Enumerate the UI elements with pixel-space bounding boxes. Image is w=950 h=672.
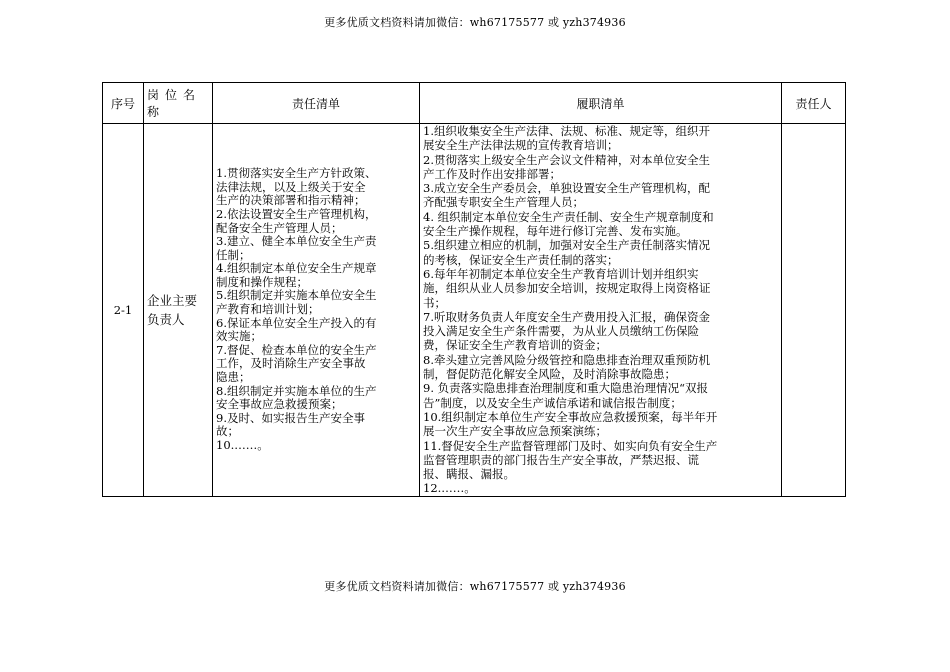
responsibility-line: 工作，及时消除生产安全事故 — [216, 356, 366, 371]
header-seq: 序号 — [103, 83, 144, 124]
duty-line: 产工作及时作出安排部署； — [423, 166, 561, 181]
duty-line: 3.成立安全生产委员会，单独设置安全生产管理机构，配 — [423, 181, 710, 196]
duty-line: 的考核，保证安全生产责任制的落实； — [423, 252, 619, 267]
duty-line: 7.听取财务负责人年度安全生产费用投入汇报，确保资金 — [423, 309, 710, 324]
duty-line: 监督管理职责的部门报告生产安全事故，严禁迟报、谎 — [423, 452, 699, 467]
responsibility-line: 9.及时、如实报告生产安全事 — [216, 410, 365, 425]
duty-line: 4. 组织制定本单位安全生产责任制、安全生产规章制度和 — [423, 209, 714, 224]
duty-line: 展安全生产法律法规的宣传教育培训； — [423, 138, 619, 153]
responsibility-line: 制度和操作规程； — [216, 274, 308, 289]
responsibility-line: 效实施； — [216, 329, 262, 344]
responsibility-line: 10.……。 — [216, 438, 269, 452]
header-responsibility: 责任清单 — [213, 83, 420, 124]
row-person — [782, 124, 846, 497]
duty-line: 制，督促防范化解安全风险，及时消除事故隐患； — [423, 367, 676, 382]
duty-line: 费，保证安全生产教育培训的资金； — [423, 338, 607, 353]
responsibility-line: 故； — [216, 424, 239, 439]
responsibility-line: 4.组织制定本单位安全生产规章 — [216, 261, 377, 276]
header-note: 更多优质文档资料请加微信：wh67175577 或 yzh374936 — [324, 16, 626, 29]
responsibility-line: 法律法规，以及上级关于安全 — [216, 179, 366, 194]
header-person: 责任人 — [782, 83, 846, 124]
responsibility-line: 2.依法设置安全生产管理机构， — [216, 206, 377, 221]
responsibility-list-cell — [213, 124, 420, 497]
responsibility-list — [216, 167, 416, 452]
header-duty: 履职清单 — [420, 83, 782, 124]
duty-line: 1.组织收集安全生产法律、法规、标准、规定等，组织开 — [423, 124, 710, 138]
duty-list-cell — [420, 124, 782, 497]
duty-line: 10.组织制定本单位生产安全事故应急救援预案，每半年开 — [423, 409, 718, 424]
responsibility-line: 8.组织制定并实施本单位的生产 — [216, 383, 377, 398]
responsibility-line: 安全事故应急救援预案； — [216, 397, 343, 412]
duty-line: 书； — [423, 295, 446, 310]
duty-line: 投入满足安全生产条件需要，为从业人员缴纳工伤保险 — [423, 324, 699, 339]
duty-line: 6.每年年初制定本单位安全生产教育培训计划并组织实 — [423, 266, 699, 281]
duty-line: 安全生产操作规程，每年进行修订完善、发布实施。 — [423, 224, 688, 239]
duty-list — [423, 124, 778, 496]
footer-note: 更多优质文档资料请加微信：wh67175577 或 yzh374936 — [324, 580, 626, 593]
responsibility-line: 6.保证本单位安全生产投入的有 — [216, 315, 377, 330]
duty-line: 9. 负责落实隐患排查治理制度和重大隐患治理情况“双报 — [423, 381, 709, 396]
duty-line: 5.组织建立相应的机制，加强对安全生产责任制落实情况 — [423, 238, 710, 253]
duty-line: 8.牵头建立完善风险分级管控和隐患排查治理双重预防机 — [423, 352, 710, 367]
responsibility-line: 任制； — [216, 247, 251, 262]
duty-line: 施，组织从业人员参加安全培训，按规定取得上岗资格证 — [423, 281, 711, 296]
responsibility-line: 生产的决策部署和指示精神； — [216, 193, 366, 208]
responsibility-line: 配备安全生产管理人员； — [216, 220, 343, 235]
responsibility-line: 隐患； — [216, 370, 251, 385]
responsibility-line: 7.督促、检查本单位的安全生产 — [216, 342, 377, 357]
duty-line: 报、瞒报、漏报。 — [423, 467, 515, 482]
duty-line: 展一次生产安全事故应急预案演练； — [423, 424, 607, 439]
duty-line: 11.督促安全生产监督管理部门及时、如实向负有安全生产 — [423, 438, 718, 453]
row-seq: 2-1 — [103, 124, 144, 497]
duty-line: 齐配强专职安全生产管理人员； — [423, 195, 584, 210]
table-header-row — [103, 83, 846, 124]
duty-line: 告”制度，以及安全生产诚信承诺和诚信报告制度； — [423, 395, 682, 410]
duty-line: 12.……。 — [423, 481, 476, 496]
duty-line: 2.贯彻落实上级安全生产会议文件精神，对本单位安全生 — [423, 152, 710, 167]
responsibility-line: 1.贯彻落实安全生产方针政策、 — [216, 166, 377, 181]
responsibility-line: 产教育和培训计划； — [216, 302, 320, 317]
responsibility-table — [102, 82, 846, 497]
row-post: 企业主要负责人 — [144, 124, 213, 497]
header-post: 岗位名称 — [144, 83, 213, 124]
responsibility-line: 3.建立、健全本单位安全生产责 — [216, 234, 377, 249]
responsibility-line: 5.组织制定并实施本单位安全生 — [216, 288, 377, 303]
table-row — [103, 124, 846, 497]
